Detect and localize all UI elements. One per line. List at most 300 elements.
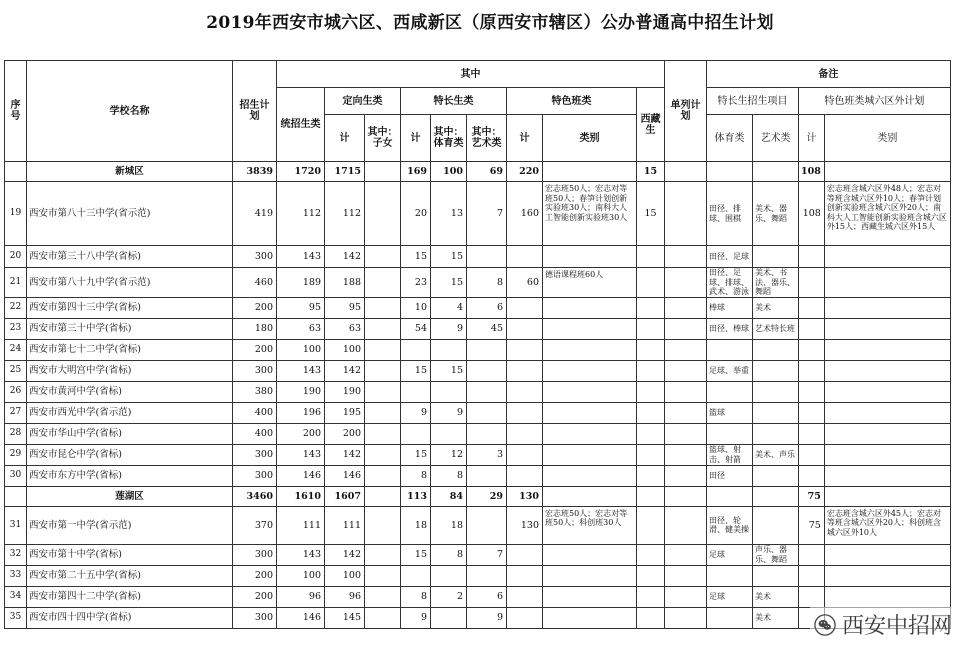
cell-r-sports [707, 381, 753, 402]
cell-s-arts: 6 [467, 297, 507, 318]
cell-name: 西安市第三十中学(省标) [27, 318, 233, 339]
table-row [5, 423, 951, 444]
header-school: 学校名称 [27, 61, 233, 162]
cell-c-type [543, 465, 637, 486]
cell-s-sports: 8 [431, 544, 467, 565]
cell-r-type [824, 586, 950, 607]
cell-seq: 30 [5, 465, 27, 486]
cell-unified: 96 [277, 586, 325, 607]
cell-tibet [637, 607, 665, 628]
cell-name: 新城区 [27, 162, 233, 182]
cell-unified: 111 [277, 506, 325, 544]
table-row [5, 268, 951, 298]
cell-s-sports: 15 [431, 246, 467, 268]
cell-r-sports: 田径、足球、排球、武术、游泳 [707, 268, 753, 298]
cell-s-total [401, 381, 431, 402]
cell-r-type [824, 544, 950, 565]
cell-d-total: 95 [325, 297, 365, 318]
district-subtotal-row [5, 486, 951, 506]
cell-c-type [543, 246, 637, 268]
cell-single [665, 182, 707, 246]
cell-plan: 200 [233, 339, 277, 360]
cell-r-total [799, 544, 825, 565]
cell-r-total [799, 423, 825, 444]
cell-tibet: 15 [637, 162, 665, 182]
cell-d-total: 142 [325, 246, 365, 268]
cell-r-total [799, 297, 825, 318]
cell-d-child [365, 486, 401, 506]
cell-seq: 33 [5, 565, 27, 586]
cell-s-arts [467, 402, 507, 423]
cell-unified: 143 [277, 544, 325, 565]
cell-tibet: 15 [637, 182, 665, 246]
cell-s-arts: 45 [467, 318, 507, 339]
cell-r-total: 108 [799, 182, 825, 246]
cell-c-type [543, 381, 637, 402]
cell-s-sports: 2 [431, 586, 467, 607]
cell-r-total [799, 586, 825, 607]
cell-r-arts: 美术 [753, 297, 799, 318]
header-remark-category: 类别 [824, 115, 950, 162]
cell-s-total [401, 339, 431, 360]
table-row [5, 402, 951, 423]
header-tibet: 西藏生 [637, 88, 665, 162]
cell-seq: 25 [5, 360, 27, 381]
cell-c-total: 220 [507, 162, 543, 182]
cell-d-total: 96 [325, 586, 365, 607]
cell-c-total: 160 [507, 182, 543, 246]
cell-s-total: 10 [401, 297, 431, 318]
cell-s-arts [467, 246, 507, 268]
cell-r-total [799, 268, 825, 298]
cell-s-arts: 29 [467, 486, 507, 506]
cell-tibet [637, 339, 665, 360]
cell-r-arts [753, 423, 799, 444]
cell-s-total: 20 [401, 182, 431, 246]
cell-name: 西安市第十中学(省标) [27, 544, 233, 565]
cell-d-total: 112 [325, 182, 365, 246]
cell-d-child [365, 402, 401, 423]
cell-r-total [799, 246, 825, 268]
cell-single [665, 381, 707, 402]
cell-name: 西安市昆仑中学(省标) [27, 444, 233, 465]
cell-unified: 143 [277, 360, 325, 381]
cell-seq: 23 [5, 318, 27, 339]
header-directed-children: 其中：子女 [365, 115, 401, 162]
cell-name: 西安市大明宫中学(省标) [27, 360, 233, 381]
cell-plan: 3839 [233, 162, 277, 182]
cell-c-total [507, 402, 543, 423]
cell-r-total [799, 444, 825, 465]
cell-d-total: 111 [325, 506, 365, 544]
cell-s-total: 23 [401, 268, 431, 298]
cell-name: 西安市第二十五中学(省标) [27, 565, 233, 586]
cell-c-total: 130 [507, 506, 543, 544]
cell-tibet [637, 402, 665, 423]
cell-r-arts: 美术 [753, 607, 799, 628]
cell-c-total [507, 607, 543, 628]
cell-tibet [637, 506, 665, 544]
cell-c-total: 130 [507, 486, 543, 506]
cell-s-arts: 8 [467, 268, 507, 298]
cell-c-total [507, 565, 543, 586]
cell-d-child [365, 182, 401, 246]
cell-r-total: 75 [799, 506, 825, 544]
cell-r-arts: 美术、书法、器乐、舞蹈 [753, 268, 799, 298]
cell-c-type: 宏志班50人；宏志对等班50人；科创班30人 [543, 506, 637, 544]
cell-name: 西安市第七十二中学(省标) [27, 339, 233, 360]
cell-s-total: 18 [401, 506, 431, 544]
cell-d-child [365, 607, 401, 628]
cell-r-sports: 篮球、射击、射箭 [707, 444, 753, 465]
cell-r-type [824, 565, 950, 586]
table-row [5, 360, 951, 381]
cell-r-arts: 美术 [753, 586, 799, 607]
cell-c-type [543, 565, 637, 586]
cell-d-total: 1607 [325, 486, 365, 506]
watermark [810, 607, 956, 642]
cell-plan: 300 [233, 465, 277, 486]
header-specialty-arts: 其中：艺术类 [467, 115, 507, 162]
table-row [5, 544, 951, 565]
cell-r-type [824, 360, 950, 381]
cell-r-arts [753, 506, 799, 544]
header-class-category: 类别 [543, 115, 637, 162]
cell-s-sports: 12 [431, 444, 467, 465]
header-unified: 统招生类 [277, 88, 325, 162]
cell-name: 西安市第八十九中学(省示范) [27, 268, 233, 298]
cell-d-total: 195 [325, 402, 365, 423]
table-header [5, 61, 951, 162]
header-specialty-sports: 其中：体育类 [431, 115, 467, 162]
cell-unified: 146 [277, 465, 325, 486]
cell-unified: 143 [277, 444, 325, 465]
cell-single [665, 268, 707, 298]
cell-single [665, 506, 707, 544]
cell-r-type: 宏志班含城六区外48人；宏志对等班含城六区外10人；春笋计划创新实验班含城六区外20人；南科大人工智能创新实验班含城六区外15人；西藏生城六区外15人 [824, 182, 950, 246]
cell-single [665, 465, 707, 486]
cell-c-type [543, 486, 637, 506]
cell-unified: 190 [277, 381, 325, 402]
cell-r-type [824, 297, 950, 318]
cell-plan: 180 [233, 318, 277, 339]
cell-s-sports: 9 [431, 318, 467, 339]
cell-r-total [799, 318, 825, 339]
cell-s-sports: 18 [431, 506, 467, 544]
cell-plan: 200 [233, 297, 277, 318]
cell-unified: 95 [277, 297, 325, 318]
cell-r-sports: 棒球 [707, 297, 753, 318]
cell-s-arts: 7 [467, 182, 507, 246]
header-specialty: 特长生类 [401, 88, 507, 115]
cell-tibet [637, 544, 665, 565]
cell-c-type [543, 318, 637, 339]
cell-unified: 100 [277, 339, 325, 360]
enrollment-plan-table [4, 60, 951, 629]
cell-c-total [507, 246, 543, 268]
cell-d-child [365, 381, 401, 402]
cell-unified: 189 [277, 268, 325, 298]
cell-plan: 200 [233, 565, 277, 586]
header-remark-sports: 体育类 [707, 115, 753, 162]
cell-c-type: 宏志班50人；宏志对等班50人；春笋计划创新实验班30人；南科大人工智能创新实验班30人 [543, 182, 637, 246]
cell-c-type: 德语课程班60人 [543, 268, 637, 298]
cell-plan: 370 [233, 506, 277, 544]
cell-name: 西安市黄河中学(省标) [27, 381, 233, 402]
header-class-total: 计 [507, 115, 543, 162]
cell-single [665, 360, 707, 381]
cell-tibet [637, 246, 665, 268]
cell-c-total [507, 339, 543, 360]
cell-r-sports [707, 607, 753, 628]
cell-r-sports [707, 423, 753, 444]
cell-name: 西安市西光中学(省示范) [27, 402, 233, 423]
cell-s-sports [431, 381, 467, 402]
cell-d-total: 100 [325, 339, 365, 360]
cell-unified: 143 [277, 246, 325, 268]
cell-c-total [507, 360, 543, 381]
header-single: 单列计划 [665, 61, 707, 162]
cell-unified: 1720 [277, 162, 325, 182]
cell-r-type [824, 486, 950, 506]
header-directed-total: 计 [325, 115, 365, 162]
cell-plan: 200 [233, 586, 277, 607]
cell-r-sports: 足球 [707, 544, 753, 565]
cell-seq: 22 [5, 297, 27, 318]
cell-c-total: 60 [507, 268, 543, 298]
cell-s-total [401, 565, 431, 586]
cell-c-total [507, 318, 543, 339]
cell-plan: 380 [233, 381, 277, 402]
cell-d-child [365, 318, 401, 339]
table-body [5, 162, 951, 629]
cell-r-total [799, 339, 825, 360]
cell-d-child [365, 423, 401, 444]
cell-s-total: 15 [401, 246, 431, 268]
cell-plan: 419 [233, 182, 277, 246]
table-row [5, 565, 951, 586]
cell-r-type [824, 162, 950, 182]
cell-d-child [365, 544, 401, 565]
cell-c-total [507, 444, 543, 465]
cell-s-sports: 15 [431, 268, 467, 298]
header-among: 其中 [277, 61, 665, 88]
cell-s-arts [467, 565, 507, 586]
cell-s-total: 8 [401, 586, 431, 607]
cell-s-arts [467, 423, 507, 444]
cell-name: 西安市东方中学(省标) [27, 465, 233, 486]
cell-d-child [365, 506, 401, 544]
cell-c-type [543, 339, 637, 360]
cell-r-type [824, 402, 950, 423]
cell-name: 西安市第一中学(省示范) [27, 506, 233, 544]
cell-s-total: 15 [401, 544, 431, 565]
cell-c-type [543, 444, 637, 465]
cell-s-total: 54 [401, 318, 431, 339]
cell-d-total: 142 [325, 360, 365, 381]
cell-c-type [543, 544, 637, 565]
cell-r-sports [707, 162, 753, 182]
cell-s-total: 113 [401, 486, 431, 506]
header-remark-total: 计 [799, 115, 825, 162]
cell-r-type [824, 465, 950, 486]
cell-d-total: 190 [325, 381, 365, 402]
cell-c-type [543, 607, 637, 628]
cell-seq [5, 162, 27, 182]
cell-plan: 400 [233, 423, 277, 444]
cell-d-child [365, 268, 401, 298]
cell-d-total: 1715 [325, 162, 365, 182]
cell-d-total: 142 [325, 544, 365, 565]
cell-d-total: 146 [325, 465, 365, 486]
cell-r-total [799, 565, 825, 586]
cell-single [665, 444, 707, 465]
cell-seq: 29 [5, 444, 27, 465]
cell-s-arts [467, 381, 507, 402]
table-row [5, 297, 951, 318]
cell-name: 西安市四十四中学(省标) [27, 607, 233, 628]
cell-unified: 196 [277, 402, 325, 423]
cell-s-arts [467, 339, 507, 360]
cell-d-child [365, 444, 401, 465]
cell-s-total: 169 [401, 162, 431, 182]
cell-s-sports [431, 607, 467, 628]
cell-unified: 112 [277, 182, 325, 246]
cell-seq: 21 [5, 268, 27, 298]
cell-seq: 32 [5, 544, 27, 565]
header-remark-arts: 艺术类 [753, 115, 799, 162]
cell-c-total [507, 544, 543, 565]
cell-r-arts [753, 565, 799, 586]
cell-s-sports: 15 [431, 360, 467, 381]
cell-r-type [824, 339, 950, 360]
cell-r-sports: 足球 [707, 586, 753, 607]
cell-r-type: 宏志班含城六区外45人；宏志对等班含城六区外20人；科创班含城六区外10人 [824, 506, 950, 544]
cell-c-total [507, 586, 543, 607]
cell-d-total: 145 [325, 607, 365, 628]
cell-s-arts: 6 [467, 586, 507, 607]
cell-single [665, 544, 707, 565]
cell-r-arts [753, 246, 799, 268]
cell-unified: 200 [277, 423, 325, 444]
cell-tibet [637, 360, 665, 381]
cell-r-total [799, 402, 825, 423]
cell-s-arts: 3 [467, 444, 507, 465]
cell-c-type [543, 162, 637, 182]
cell-seq: 34 [5, 586, 27, 607]
cell-r-sports: 足球、举重 [707, 360, 753, 381]
cell-single [665, 162, 707, 182]
cell-s-sports [431, 339, 467, 360]
table-row [5, 318, 951, 339]
cell-d-total: 100 [325, 565, 365, 586]
cell-r-type [824, 318, 950, 339]
cell-r-arts [753, 402, 799, 423]
cell-s-sports: 100 [431, 162, 467, 182]
cell-seq: 28 [5, 423, 27, 444]
cell-single [665, 246, 707, 268]
cell-r-sports: 田径、排球、围棋 [707, 182, 753, 246]
cell-r-arts [753, 162, 799, 182]
cell-r-sports [707, 486, 753, 506]
cell-d-child [365, 565, 401, 586]
cell-seq: 35 [5, 607, 27, 628]
cell-tibet [637, 465, 665, 486]
cell-single [665, 339, 707, 360]
cell-r-arts: 美术、器乐、舞蹈 [753, 182, 799, 246]
document-title: 2019年西安市城六区、西咸新区（原西安市辖区）公办普通高中招生计划 [206, 13, 774, 33]
cell-plan: 3460 [233, 486, 277, 506]
cell-d-total: 63 [325, 318, 365, 339]
header-special-class: 特色班类 [507, 88, 637, 115]
cell-d-child [365, 586, 401, 607]
cell-s-total: 9 [401, 607, 431, 628]
cell-c-type [543, 586, 637, 607]
cell-plan: 300 [233, 544, 277, 565]
table-row [5, 381, 951, 402]
cell-name: 莲湖区 [27, 486, 233, 506]
cell-s-arts: 7 [467, 544, 507, 565]
cell-single [665, 423, 707, 444]
cell-single [665, 402, 707, 423]
cell-tibet [637, 486, 665, 506]
cell-plan: 300 [233, 360, 277, 381]
cell-r-arts [753, 381, 799, 402]
cell-d-child [365, 339, 401, 360]
table-row [5, 465, 951, 486]
cell-r-sports: 篮球 [707, 402, 753, 423]
header-remarks: 备注 [707, 61, 951, 88]
cell-tibet [637, 268, 665, 298]
table-row [5, 586, 951, 607]
cell-name: 西安市第四十二中学(省标) [27, 586, 233, 607]
cell-tibet [637, 586, 665, 607]
cell-unified: 63 [277, 318, 325, 339]
watermark-text: 西安中招网 [841, 614, 952, 639]
cell-r-sports: 田径、足球 [707, 246, 753, 268]
cell-single [665, 607, 707, 628]
cell-r-total: 108 [799, 162, 825, 182]
table-row [5, 339, 951, 360]
cell-c-total [507, 465, 543, 486]
cell-s-sports: 8 [431, 465, 467, 486]
cell-r-total [799, 381, 825, 402]
cell-d-total: 188 [325, 268, 365, 298]
header-seq: 序号 [5, 61, 27, 162]
cell-plan: 400 [233, 402, 277, 423]
header-special-outside: 特色班类城六区外计划 [799, 88, 951, 115]
header-specialty-total: 计 [401, 115, 431, 162]
cell-c-type [543, 402, 637, 423]
cell-name: 西安市第四十三中学(省标) [27, 297, 233, 318]
cell-tibet [637, 318, 665, 339]
cell-s-sports: 4 [431, 297, 467, 318]
cell-d-child [365, 465, 401, 486]
cell-r-arts: 声乐、器乐、舞蹈 [753, 544, 799, 565]
cell-d-child [365, 162, 401, 182]
table-row [5, 246, 951, 268]
cell-s-sports [431, 423, 467, 444]
cell-r-total: 75 [799, 486, 825, 506]
cell-c-type [543, 360, 637, 381]
header-plan: 招生计划 [233, 61, 277, 162]
cell-single [665, 586, 707, 607]
cell-plan: 300 [233, 246, 277, 268]
cell-c-type [543, 423, 637, 444]
cell-tibet [637, 565, 665, 586]
cell-seq: 20 [5, 246, 27, 268]
cell-s-total: 15 [401, 444, 431, 465]
